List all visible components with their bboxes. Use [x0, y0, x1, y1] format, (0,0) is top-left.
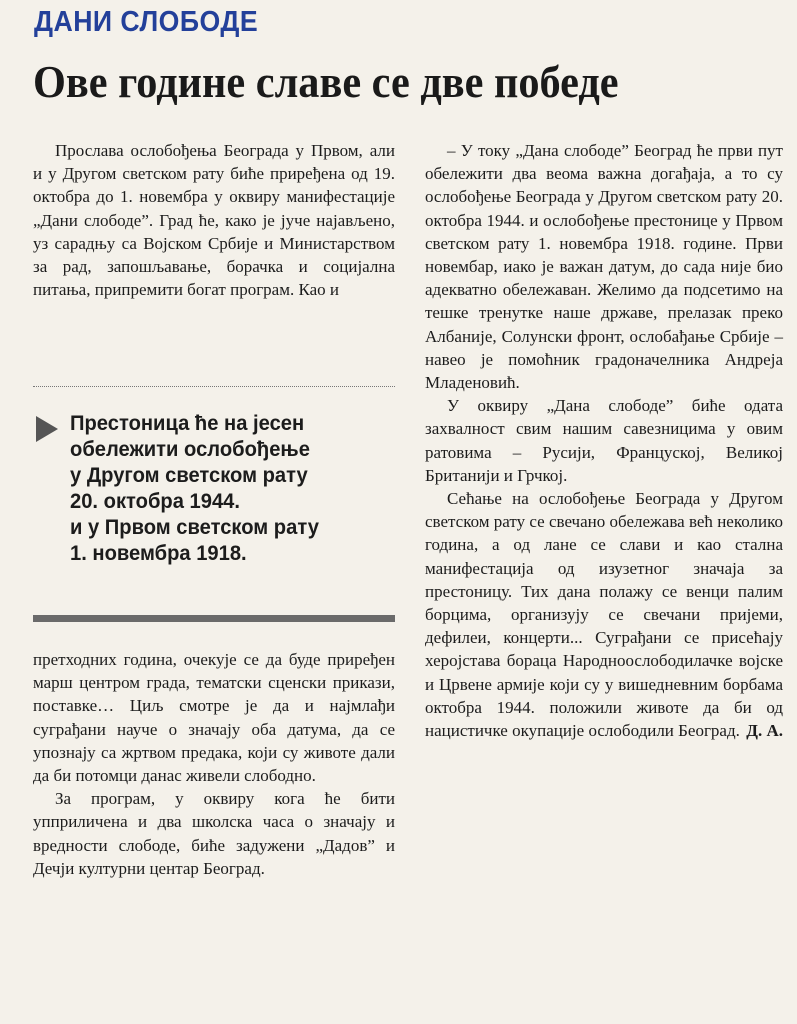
- pull-quote-line: 1. новембра 1918.: [70, 542, 247, 565]
- article-headline: Ове године славе се две победе: [33, 56, 619, 107]
- paragraph: За програм, у оквиру кога ће бити упприличена и два школска часа о значају и вредности слободе, биће задужени „Дадов” и Дечји културни центар Београд.: [33, 789, 395, 878]
- divider-dotted: [33, 386, 395, 387]
- pull-quote-line: обележити ослобођење: [70, 438, 310, 461]
- divider-thick: [33, 615, 395, 622]
- pull-quote-line: у Другом светском рату: [70, 464, 308, 487]
- pull-quote: [70, 411, 382, 567]
- author-signature: Д. А.: [746, 721, 783, 741]
- paragraph: Прослава ослобођења Београда у Првом, али и у Другом светском рату биће приређена од 19. октобра до 1. новембра у оквиру манифестације „Дани слободе”. Град ће, како је јуче најављено, уз сарадњу са Војском Србије и Министарством за рад, запошљавање, борачка и социјална питања, припремити богат програм. Као и: [33, 141, 395, 300]
- triangle-arrow-icon: [36, 416, 58, 442]
- paragraph-text: Сећање на ослобођење Београда у Другом светском рату се свечано обележава већ неколико година, а од лане се слави и као стална манифестација од изузетног значаја за престоницу. Тих дана полажу се венци палим борцима, организују се свечани пријеми, дефилеи, концерти... Суграђани се присећају херојстава бораца Народноослободилачке војске и Црвене армије који су у вишедневним борбама октобра 1944. положили животе да би од нацистичке окупације ослободили Београд.: [425, 489, 783, 741]
- pull-quote-line: и у Првом светском рату: [70, 516, 319, 539]
- paragraph: – У току „Дана слободе” Београд ће први пут обележити два веома важна догађаја, а то су ослобођење Београда у Другом светском рату 20. октобра 1944. и ослобођење престонице у Првом светском рату 1. новембра 1918. године. Први новембар, иако је важан датум, до сада није био адекватно обележаван. Желимо да подсетимо на тешке тренутке наше државе, прелазак преко Албаније, Солунски фронт, ослобађање Србије – навео је помоћник градоначелника Андреја Младеновић.: [425, 141, 783, 393]
- paragraph: претходних година, очекује се да буде приређен марш центром града, тематски сценски прикази, поставке… Циљ смотре је да и најмлађи суграђани науче о значају оба датума, да се упознају са жртвом предака, који су животе дали да би потомци данас живели слободно.: [33, 650, 395, 786]
- paragraph: У оквиру „Дана слободе” биће одата захвалност свим нашим савезницима у овим ратовима – Русији, Француској, Великој Британији и Грчкој.: [425, 396, 783, 485]
- article-column-1-bottom: [33, 648, 395, 880]
- section-kicker: ДАНИ СЛОБОДЕ: [34, 6, 259, 38]
- pull-quote-line: Престоница ће на јесен: [70, 412, 305, 435]
- article-column-1-top: [33, 139, 395, 301]
- article-column-2: [425, 139, 783, 742]
- paragraph-last: [425, 487, 783, 742]
- pull-quote-line: 20. октобра 1944.: [70, 490, 240, 513]
